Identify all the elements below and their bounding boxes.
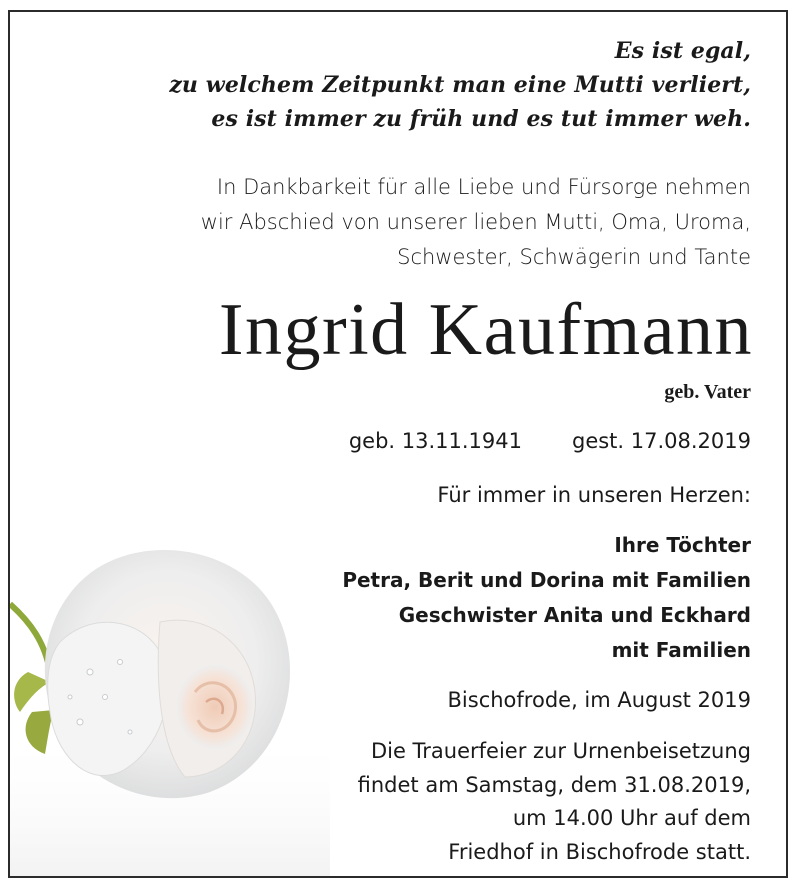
service-line: Friedhof in Bischofrode statt.: [448, 839, 751, 864]
mourner-line: mit Familien: [611, 638, 751, 662]
deceased-name: Ingrid Kaufmann: [218, 289, 753, 371]
white-rose-image: [10, 522, 330, 878]
funeral-service-info: [358, 735, 751, 869]
motto-line: zu welchem Zeitpunkt man eine Mutti verliert,: [169, 72, 751, 98]
life-dates: [349, 425, 751, 457]
mourner-line: Geschwister Anita und Eckhard: [398, 603, 751, 627]
service-line: Die Trauerfeier zur Urnenbeisetzung: [370, 739, 751, 763]
intro-line: In Dankbarkeit für alle Liebe und Fürsorge nehmen: [216, 175, 751, 199]
service-line: findet am Samstag, dem 31.08.2019,: [357, 772, 751, 797]
motto-line: es ist immer zu früh und es tut immer weh.: [211, 106, 751, 132]
motto-line: Es ist egal,: [614, 38, 751, 64]
motto: [169, 34, 751, 136]
mourner-line: Petra, Berit und Dorina mit Familien: [342, 568, 751, 592]
forever-line: Für immer in unseren Herzen:: [437, 483, 751, 507]
birth-date: geb. 13.11.1941: [348, 429, 522, 453]
intro-line: wir Abschied von unserer lieben Mutti, Oma, Uroma,: [200, 210, 751, 234]
intro-text: [201, 170, 751, 275]
mourner-line: Ihre Töchter: [614, 533, 751, 557]
service-line: um 14.00 Uhr auf dem: [512, 806, 751, 830]
mourners: [342, 528, 751, 668]
maiden-name: geb. Vater: [664, 381, 751, 403]
death-date: gest. 17.08.2019: [571, 429, 751, 453]
intro-line: Schwester, Schwägerin und Tante: [397, 245, 751, 269]
obituary-card: [8, 10, 788, 878]
place-date: Bischofrode, im August 2019: [447, 688, 751, 712]
